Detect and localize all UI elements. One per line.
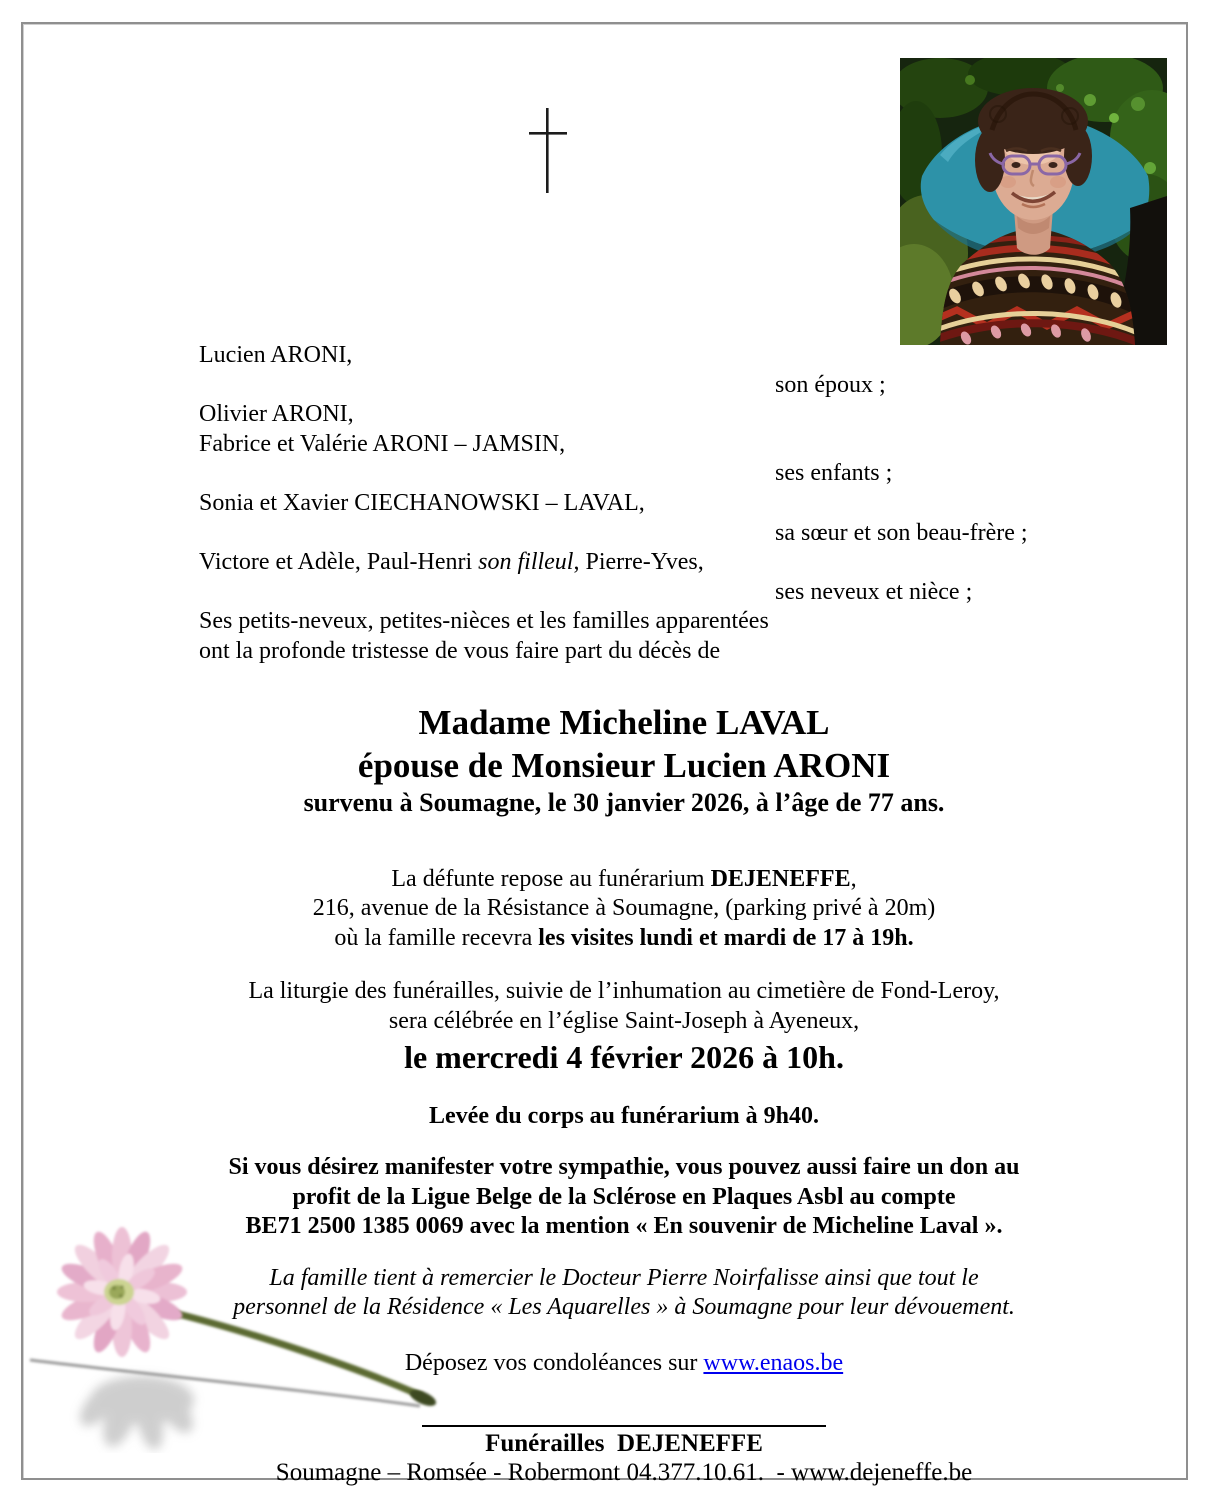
thanks-line: La famille tient à remercier le Docteur Pierre Noirfalisse ainsi que tout le xyxy=(269,1264,979,1291)
cross-icon-svg xyxy=(528,108,568,193)
enaos-link[interactable]: www.enaos.be xyxy=(703,1350,844,1377)
wake-info xyxy=(56,865,1192,954)
family-closing-line: ont la profonde tristesse de vous faire part du décès de xyxy=(199,637,721,664)
wake-address: 216, avenue de la Résistance à Soumagne, (parking privé à 20m) xyxy=(312,895,936,922)
family-closing-line: Ses petits-neveux, petites-nièces et les familles apparentées xyxy=(199,608,769,635)
cross-icon xyxy=(528,108,568,193)
family-name-line xyxy=(199,548,1192,578)
wake-text: , xyxy=(850,865,857,892)
relation-line: sa sœur et son beau-frère ; xyxy=(775,519,1028,546)
announcement-text xyxy=(23,341,1192,1488)
footer-divider xyxy=(422,1425,826,1427)
ceremony-line: sera célébrée en l’église Saint-Joseph à Ayeneux, xyxy=(388,1007,860,1034)
footer xyxy=(56,1425,1192,1488)
ceremony-line: La liturgie des funérailles, suivie de l’inhumation au cimetière de Fond-Leroy, xyxy=(248,978,1000,1005)
wake-text: La défunte repose au funérarium xyxy=(391,865,711,892)
visits-text: où la famille recevra xyxy=(334,924,539,951)
godson-note: son filleul xyxy=(478,549,574,576)
thanks-line: personnel de la Résidence « Les Aquarelles » à Soumagne pour leur dévouement. xyxy=(233,1294,1015,1321)
portrait-photo xyxy=(900,58,1167,345)
donation-line: Si vous désirez manifester votre sympathie, vous pouvez aussi faire un don au xyxy=(228,1154,1020,1181)
funeral-home-bold: DEJENEFFE xyxy=(710,865,851,892)
relation-line: ses neveux et nièce ; xyxy=(775,578,973,605)
wake-line xyxy=(56,865,1192,895)
relation-line: son époux ; xyxy=(775,371,886,398)
family-name-line: Sonia et Xavier CIECHANOWSKI – LAVAL, xyxy=(199,489,645,516)
visits-bold: les visites lundi et mardi de 17 à 19h. xyxy=(538,924,914,951)
funeral-home-name: Funérailles DEJENEFFE xyxy=(485,1429,763,1457)
relation-line: ses enfants ; xyxy=(775,460,893,487)
spouse-line: épouse de Monsieur Lucien ARONI xyxy=(357,745,891,785)
deceased-block xyxy=(56,701,1192,819)
deceased-name: Madame Micheline LAVAL xyxy=(418,702,830,742)
name-text: , Pierre-Yves, xyxy=(573,549,704,576)
family-name-line: Olivier ARONI, xyxy=(199,401,354,428)
family-name-line: Fabrice et Valérie ARONI – JAMSIN, xyxy=(199,430,566,457)
death-date-line: survenu à Soumagne, le 30 janvier 2026, à l’âge de 77 ans. xyxy=(303,787,945,817)
body-removal-line: Levée du corps au funérarium à 9h40. xyxy=(429,1102,819,1129)
ceremony-datetime: le mercredi 4 février 2026 à 10h. xyxy=(404,1038,844,1075)
condolences-text: Déposez vos condoléances sur xyxy=(404,1350,704,1377)
funeral-home-contact: Soumagne – Romsée - Robermont 04.377.10.61. - www.dejeneffe.be xyxy=(275,1459,973,1487)
name-text: Victore et Adèle, Paul-Henri xyxy=(199,549,479,576)
donation-line: profit de la Ligue Belge de la Sclérose en Plaques Asbl au compte xyxy=(292,1183,956,1210)
family-section xyxy=(56,341,1192,667)
wake-visits xyxy=(56,924,1192,954)
portrait-photo-svg xyxy=(900,58,1167,345)
family-name-line: Lucien ARONI, xyxy=(199,342,353,368)
condolences-line xyxy=(56,1349,1192,1379)
donation-account-line: BE71 2500 1385 0069 avec la mention « En souvenir de Micheline Laval ». xyxy=(245,1213,1003,1240)
ceremony-info xyxy=(56,977,1192,1077)
donation-info xyxy=(56,1153,1192,1242)
thanks-note xyxy=(56,1264,1192,1323)
